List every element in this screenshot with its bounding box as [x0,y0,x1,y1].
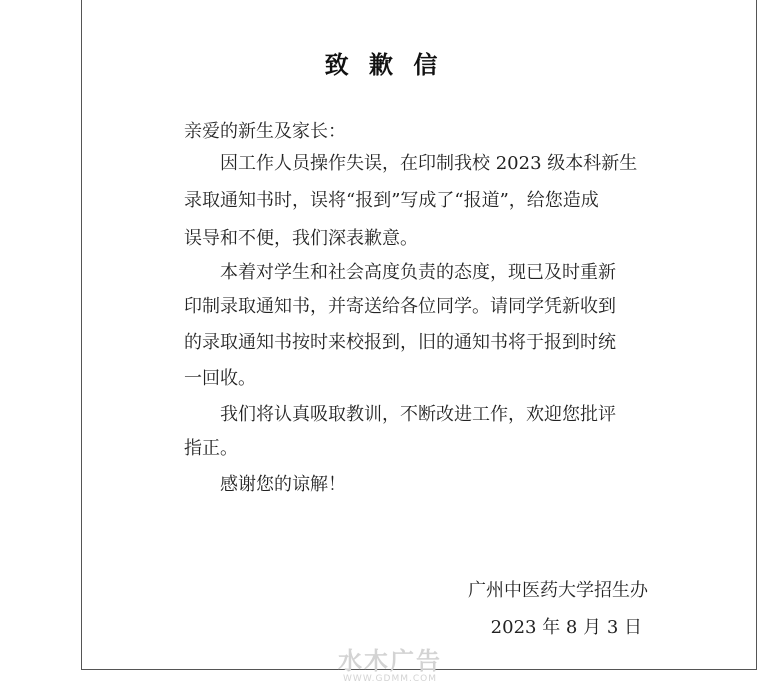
body-line: 因工作人员操作失误，在印制我校 2023 级本科新生 [184,153,638,174]
salutation: 亲爱的新生及家长： [184,121,346,142]
signature: 广州中医药大学招生办 [468,580,648,601]
body-line: 我们将认真吸取教训，不断改进工作，欢迎您批评 [184,404,616,425]
body-line: 误导和不便，我们深表歉意。 [184,228,418,249]
body-line: 录取通知书时，误将“报到”写成了“报道”，给您造成 [184,190,599,211]
watermark [290,648,490,688]
body-line: 感谢您的谅解！ [184,474,346,495]
body-line: 印制录取通知书，并寄送给各位同学。请同学凭新收到 [184,296,616,317]
watermark-url: WWW.GDMM.COM [343,674,437,684]
body-line: 一回收。 [184,368,256,389]
body-line: 本着对学生和社会高度负责的态度，现已及时重新 [184,262,616,283]
letter-date: 2023 年 8 月 3 日 [490,617,642,638]
body-line: 的录取通知书按时来校报到，旧的通知书将于报到时统 [184,332,616,353]
body-line: 指正。 [184,438,238,459]
letter-title: 致 歉 信 [324,50,444,79]
watermark-logo: 水木广告 [338,647,442,675]
